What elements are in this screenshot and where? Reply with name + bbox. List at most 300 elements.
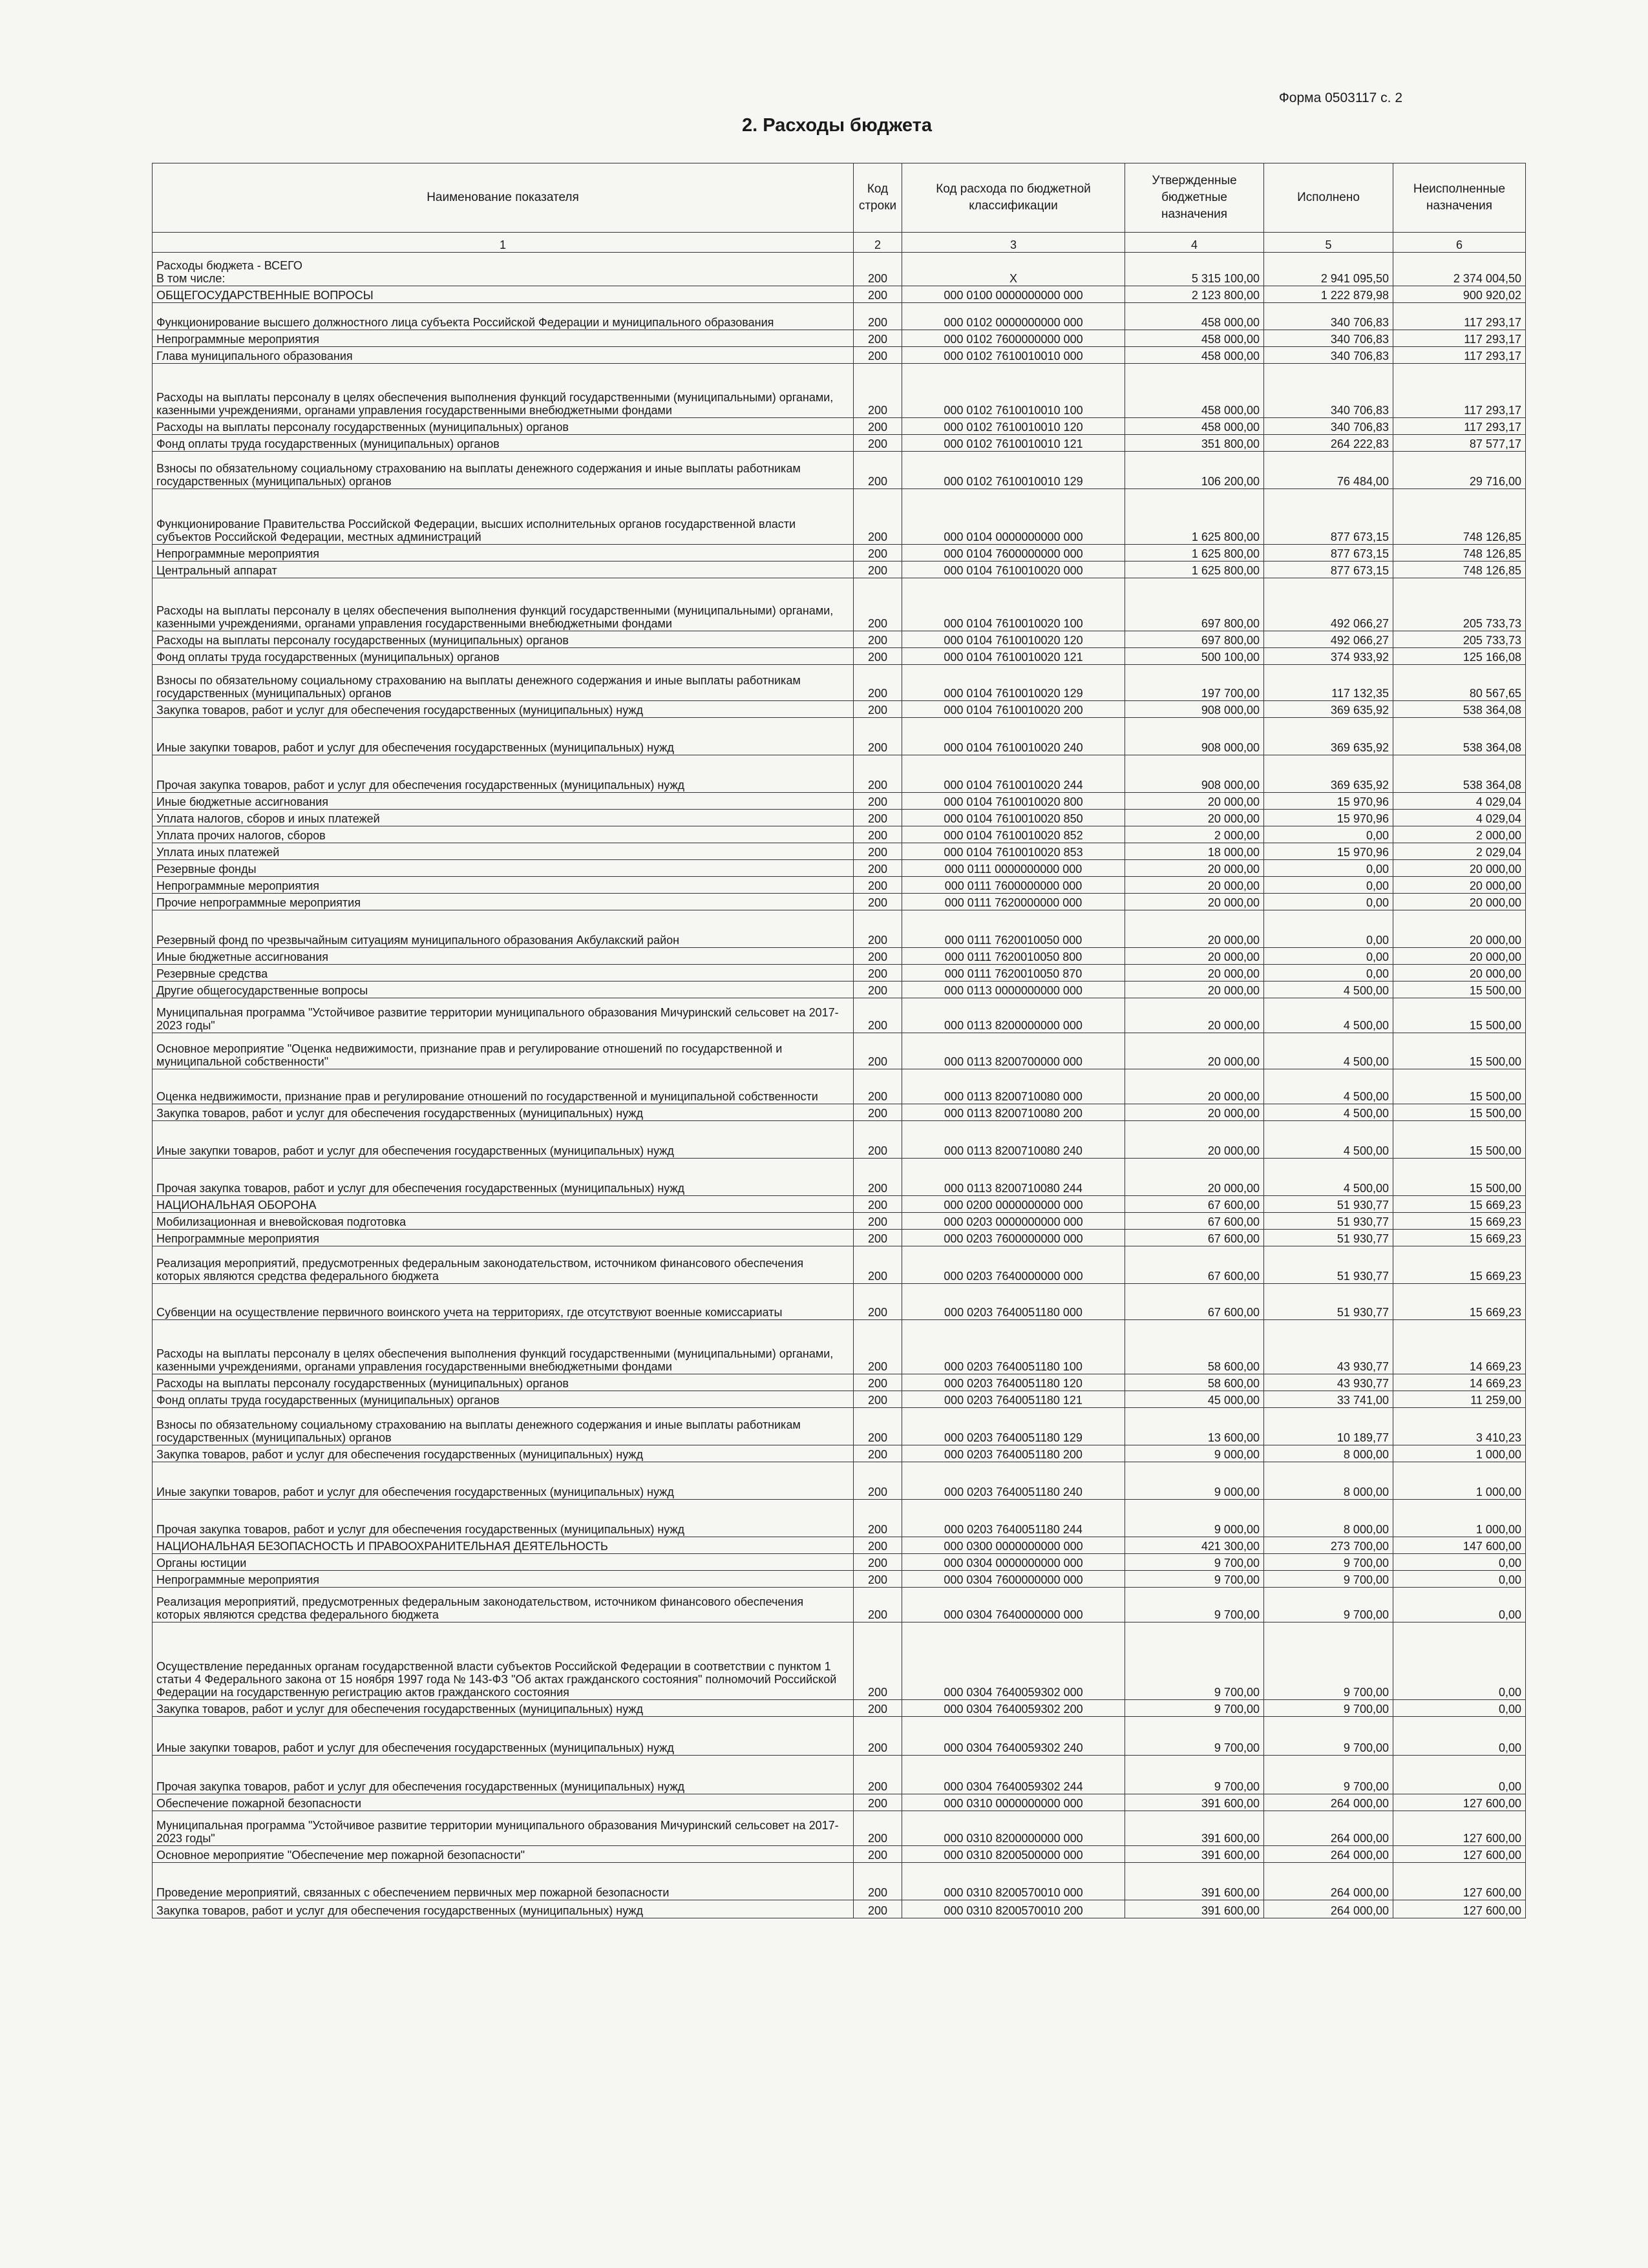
column-number-row (153, 233, 1526, 253)
row-approved: 197 700,00 (1125, 665, 1264, 701)
table-row (153, 894, 1526, 910)
row-executed: 4 500,00 (1264, 1069, 1393, 1104)
row-budget-code: 000 0304 7640059302 200 (902, 1700, 1125, 1717)
row-budget-code: 000 0200 0000000000 000 (902, 1196, 1125, 1213)
table-row (153, 1408, 1526, 1445)
row-approved: 45 000,00 (1125, 1391, 1264, 1408)
row-approved: 9 000,00 (1125, 1462, 1264, 1500)
including-label: В том числе: (156, 272, 226, 285)
row-approved: 908 000,00 (1125, 701, 1264, 718)
row-budget-code: 000 0113 8200710080 240 (902, 1121, 1125, 1159)
row-unexecuted: 125 166,08 (1393, 648, 1526, 665)
row-approved: 9 700,00 (1125, 1571, 1264, 1588)
row-line-code: 200 (854, 793, 902, 810)
row-approved: 67 600,00 (1125, 1196, 1264, 1213)
row-unexecuted: 4 029,04 (1393, 810, 1526, 826)
row-budget-code: 000 0111 7620010050 870 (902, 965, 1125, 982)
row-unexecuted: 748 126,85 (1393, 545, 1526, 562)
table-row (153, 1622, 1526, 1700)
row-line-code: 200 (854, 755, 902, 793)
row-unexecuted: 117 293,17 (1393, 330, 1526, 347)
row-name: Непрограммные мероприятия (153, 1571, 854, 1588)
row-approved: 1 625 800,00 (1125, 562, 1264, 578)
row-unexecuted: 15 500,00 (1393, 998, 1526, 1033)
row-unexecuted: 117 293,17 (1393, 347, 1526, 364)
table-row (153, 1537, 1526, 1554)
row-line-code: 200 (854, 1700, 902, 1717)
row-unexecuted: 15 500,00 (1393, 1159, 1526, 1196)
table-row (153, 1588, 1526, 1622)
row-name: НАЦИОНАЛЬНАЯ БЕЗОПАСНОСТЬ И ПРАВООХРАНИТЕЛЬНАЯ ДЕЯТЕЛЬНОСТЬ (153, 1537, 854, 1554)
row-budget-code: 000 0113 8200710080 244 (902, 1159, 1125, 1196)
row-line-code: 200 (854, 364, 902, 418)
table-row (153, 793, 1526, 810)
row-unexecuted: 15 669,23 (1393, 1213, 1526, 1230)
row-unexecuted: 80 567,65 (1393, 665, 1526, 701)
row-approved: 58 600,00 (1125, 1374, 1264, 1391)
row-unexecuted: 20 000,00 (1393, 910, 1526, 948)
row-executed: 1 222 879,98 (1264, 286, 1393, 303)
row-line-code: 200 (854, 982, 902, 998)
row-line-code: 200 (854, 1462, 902, 1500)
row-line-code: 200 (854, 286, 902, 303)
row-line-code: 200 (854, 1246, 902, 1284)
row-line-code: 200 (854, 1391, 902, 1408)
row-name: Прочая закупка товаров, работ и услуг для обеспечения государственных (муниципальных) нужд (153, 755, 854, 793)
row-name: Резервный фонд по чрезвычайным ситуациям муниципального образования Акбулакский район (153, 910, 854, 948)
row-executed: 340 706,83 (1264, 418, 1393, 435)
row-unexecuted: 29 716,00 (1393, 452, 1526, 489)
table-row (153, 631, 1526, 648)
row-approved: 2 000,00 (1125, 826, 1264, 843)
row-unexecuted: 20 000,00 (1393, 894, 1526, 910)
row-budget-code: 000 0102 7610010010 100 (902, 364, 1125, 418)
row-approved: 20 000,00 (1125, 910, 1264, 948)
row-line-code: 200 (854, 1537, 902, 1554)
row-budget-code: 000 0104 7610010020 129 (902, 665, 1125, 701)
row-unexecuted: 117 293,17 (1393, 303, 1526, 330)
row-name: Резервные средства (153, 965, 854, 982)
row-budget-code: 000 0102 7600000000 000 (902, 330, 1125, 347)
row-executed: 264 000,00 (1264, 1794, 1393, 1811)
row-line-code: 200 (854, 1033, 902, 1069)
table-row (153, 452, 1526, 489)
row-name: Закупка товаров, работ и услуг для обеспечения государственных (муниципальных) нужд (153, 701, 854, 718)
row-approved: 391 600,00 (1125, 1863, 1264, 1900)
row-budget-code: 000 0113 8200700000 000 (902, 1033, 1125, 1069)
row-executed: 117 132,35 (1264, 665, 1393, 701)
table-row (153, 755, 1526, 793)
row-approved: 9 700,00 (1125, 1554, 1264, 1571)
table-row (153, 1811, 1526, 1846)
row-line-code: 200 (854, 347, 902, 364)
row-name: Фонд оплаты труда государственных (муниципальных) органов (153, 648, 854, 665)
row-unexecuted: 147 600,00 (1393, 1537, 1526, 1554)
row-executed: 4 500,00 (1264, 1121, 1393, 1159)
row-name: Иные закупки товаров, работ и услуг для обеспечения государственных (муниципальных) нужд (153, 1121, 854, 1159)
row-unexecuted: 1 000,00 (1393, 1445, 1526, 1462)
row-approved: 5 315 100,00 (1125, 253, 1264, 286)
row-approved: 391 600,00 (1125, 1846, 1264, 1863)
row-budget-code: 000 0304 7640000000 000 (902, 1588, 1125, 1622)
table-row (153, 1846, 1526, 1863)
row-executed: 0,00 (1264, 860, 1393, 877)
row-executed: 340 706,83 (1264, 303, 1393, 330)
row-approved: 9 700,00 (1125, 1700, 1264, 1717)
row-name: Закупка товаров, работ и услуг для обеспечения государственных (муниципальных) нужд (153, 1900, 854, 1918)
row-approved: 67 600,00 (1125, 1213, 1264, 1230)
row-unexecuted: 15 500,00 (1393, 1104, 1526, 1121)
row-budget-code: 000 0104 7610010020 120 (902, 631, 1125, 648)
row-name: Проведение мероприятий, связанных с обеспечением первичных мер пожарной безопасности (153, 1863, 854, 1900)
table-row (153, 860, 1526, 877)
row-executed: 43 930,77 (1264, 1320, 1393, 1374)
table-row (153, 1033, 1526, 1069)
row-executed: 369 635,92 (1264, 701, 1393, 718)
row-budget-code: 000 0113 8200710080 200 (902, 1104, 1125, 1121)
table-row (153, 578, 1526, 631)
row-executed: 340 706,83 (1264, 330, 1393, 347)
row-name: Прочая закупка товаров, работ и услуг для обеспечения государственных (муниципальных) нужд (153, 1500, 854, 1537)
row-approved: 458 000,00 (1125, 303, 1264, 330)
table-row (153, 1284, 1526, 1320)
row-approved: 2 123 800,00 (1125, 286, 1264, 303)
row-line-code: 200 (854, 1622, 902, 1700)
row-approved: 908 000,00 (1125, 755, 1264, 793)
row-budget-code: 000 0203 0000000000 000 (902, 1213, 1125, 1230)
row-line-code: 200 (854, 1571, 902, 1588)
row-executed: 264 000,00 (1264, 1863, 1393, 1900)
row-budget-code: 000 0304 7640059302 240 (902, 1717, 1125, 1756)
row-name: Уплата иных платежей (153, 843, 854, 860)
row-approved: 20 000,00 (1125, 1069, 1264, 1104)
row-line-code: 200 (854, 648, 902, 665)
row-unexecuted: 20 000,00 (1393, 860, 1526, 877)
row-line-code: 200 (854, 1900, 902, 1918)
row-name: Осуществление переданных органам государственной власти субъектов Российской Федерации в соответствии с пунктом 1 статьи 4 Федерального закона от 15 ноября 1997 года № 143-ФЗ "Об актах гражданского состояния" полномочий Российской Федерации на государственную регистрацию актов гражданского состояния (153, 1622, 854, 1700)
table-row (153, 998, 1526, 1033)
row-line-code: 200 (854, 701, 902, 718)
table-row (153, 1246, 1526, 1284)
row-executed: 76 484,00 (1264, 452, 1393, 489)
row-line-code: 200 (854, 1121, 902, 1159)
row-unexecuted: 15 669,23 (1393, 1284, 1526, 1320)
row-budget-code: 000 0104 7610010020 800 (902, 793, 1125, 810)
table-row (153, 1320, 1526, 1374)
row-line-code: 200 (854, 894, 902, 910)
row-executed: 51 930,77 (1264, 1230, 1393, 1246)
row-executed: 4 500,00 (1264, 982, 1393, 998)
form-code: Форма 0503117 с. 2 (1278, 90, 1402, 105)
row-line-code: 200 (854, 1196, 902, 1213)
row-approved: 458 000,00 (1125, 347, 1264, 364)
table-row (153, 1571, 1526, 1588)
row-executed: 492 066,27 (1264, 578, 1393, 631)
row-approved: 9 700,00 (1125, 1717, 1264, 1756)
table-row (153, 1900, 1526, 1918)
row-line-code: 200 (854, 562, 902, 578)
row-name: Основное мероприятие "Оценка недвижимости, признание прав и регулирование отношений по государственной и муниципальной собственности" (153, 1033, 854, 1069)
row-executed: 2 941 095,50 (1264, 253, 1393, 286)
row-name: Непрограммные мероприятия (153, 877, 854, 894)
row-name: Реализация мероприятий, предусмотренных федеральным законодательством, источником финансового обеспечения которых являются средства федерального бюджета (153, 1246, 854, 1284)
table-row (153, 1391, 1526, 1408)
row-budget-code: 000 0113 0000000000 000 (902, 982, 1125, 998)
row-approved: 908 000,00 (1125, 718, 1264, 755)
row-line-code: 200 (854, 1320, 902, 1374)
row-name: Непрограммные мероприятия (153, 545, 854, 562)
row-budget-code: 000 0102 7610010010 000 (902, 347, 1125, 364)
table-row (153, 562, 1526, 578)
table-row (153, 948, 1526, 965)
row-approved: 458 000,00 (1125, 330, 1264, 347)
row-budget-code: 000 0310 8200570010 200 (902, 1900, 1125, 1918)
col-header-budget-code: Код расхода по бюджетной классификации (902, 163, 1125, 233)
row-name: Закупка товаров, работ и услуг для обеспечения государственных (муниципальных) нужд (153, 1445, 854, 1462)
row-executed: 877 673,15 (1264, 489, 1393, 545)
row-budget-code: 000 0104 7600000000 000 (902, 545, 1125, 562)
row-budget-code: 000 0104 7610010020 000 (902, 562, 1125, 578)
row-name: Прочие непрограммные мероприятия (153, 894, 854, 910)
row-approved: 1 625 800,00 (1125, 545, 1264, 562)
row-budget-code: 000 0203 7600000000 000 (902, 1230, 1125, 1246)
row-budget-code: 000 0203 7640051180 121 (902, 1391, 1125, 1408)
row-budget-code: X (902, 253, 1125, 286)
row-name: Расходы на выплаты персоналу государственных (муниципальных) органов (153, 631, 854, 648)
row-line-code: 200 (854, 489, 902, 545)
row-budget-code: 000 0104 7610010020 121 (902, 648, 1125, 665)
row-executed: 51 930,77 (1264, 1213, 1393, 1230)
row-executed: 4 500,00 (1264, 1104, 1393, 1121)
row-name: Расходы на выплаты персоналу государственных (муниципальных) органов (153, 418, 854, 435)
row-budget-code: 000 0203 7640051180 000 (902, 1284, 1125, 1320)
table-row (153, 701, 1526, 718)
row-unexecuted: 205 733,73 (1393, 631, 1526, 648)
row-name: Расходы на выплаты персоналу в целях обеспечения выполнения функций государственными (муниципальными) органами, казенными учреждениями, органами управления государственными внебюджетными фондами (153, 578, 854, 631)
row-line-code: 200 (854, 1445, 902, 1462)
row-executed: 9 700,00 (1264, 1571, 1393, 1588)
col-number: 4 (1125, 233, 1264, 253)
row-unexecuted: 748 126,85 (1393, 489, 1526, 545)
row-line-code: 200 (854, 253, 902, 286)
row-budget-code: 000 0102 0000000000 000 (902, 303, 1125, 330)
row-line-code: 200 (854, 631, 902, 648)
row-line-code: 200 (854, 998, 902, 1033)
table-row (153, 489, 1526, 545)
row-executed: 10 189,77 (1264, 1408, 1393, 1445)
row-executed: 33 741,00 (1264, 1391, 1393, 1408)
row-approved: 20 000,00 (1125, 1033, 1264, 1069)
row-executed: 51 930,77 (1264, 1284, 1393, 1320)
row-approved: 106 200,00 (1125, 452, 1264, 489)
row-approved: 9 700,00 (1125, 1622, 1264, 1700)
row-budget-code: 000 0104 7610010020 200 (902, 701, 1125, 718)
row-line-code: 200 (854, 1213, 902, 1230)
col-number: 5 (1264, 233, 1393, 253)
row-line-code: 200 (854, 1374, 902, 1391)
row-unexecuted: 15 669,23 (1393, 1230, 1526, 1246)
row-approved: 18 000,00 (1125, 843, 1264, 860)
row-line-code: 200 (854, 1717, 902, 1756)
row-approved: 67 600,00 (1125, 1284, 1264, 1320)
row-name: Муниципальная программа "Устойчивое развитие территории муниципального образования Мичуринский сельсовет на 2017-2023 годы" (153, 998, 854, 1033)
row-name: Закупка товаров, работ и услуг для обеспечения государственных (муниципальных) нужд (153, 1700, 854, 1717)
row-budget-code: 000 0104 0000000000 000 (902, 489, 1125, 545)
row-approved: 421 300,00 (1125, 1537, 1264, 1554)
row-budget-code: 000 0111 7620010050 800 (902, 948, 1125, 965)
row-executed: 4 500,00 (1264, 998, 1393, 1033)
row-name: Органы юстиции (153, 1554, 854, 1571)
row-executed: 51 930,77 (1264, 1196, 1393, 1213)
row-budget-code: 000 0104 7610010020 852 (902, 826, 1125, 843)
row-approved: 20 000,00 (1125, 1104, 1264, 1121)
row-approved: 67 600,00 (1125, 1230, 1264, 1246)
row-executed: 369 635,92 (1264, 718, 1393, 755)
row-executed: 492 066,27 (1264, 631, 1393, 648)
row-budget-code: 000 0111 0000000000 000 (902, 860, 1125, 877)
row-line-code: 200 (854, 1588, 902, 1622)
table-row (153, 1500, 1526, 1537)
row-line-code: 200 (854, 1230, 902, 1246)
row-line-code: 200 (854, 418, 902, 435)
row-approved: 20 000,00 (1125, 982, 1264, 998)
row-unexecuted: 2 374 004,50 (1393, 253, 1526, 286)
row-executed: 0,00 (1264, 948, 1393, 965)
row-line-code: 200 (854, 578, 902, 631)
table-row (153, 418, 1526, 435)
row-line-code: 200 (854, 545, 902, 562)
table-row (153, 303, 1526, 330)
row-executed: 51 930,77 (1264, 1246, 1393, 1284)
row-name: ОБЩЕГОСУДАРСТВЕННЫЕ ВОПРОСЫ (153, 286, 854, 303)
row-name: Прочая закупка товаров, работ и услуг для обеспечения государственных (муниципальных) нужд (153, 1159, 854, 1196)
row-executed: 9 700,00 (1264, 1588, 1393, 1622)
row-line-code: 200 (854, 1846, 902, 1863)
row-approved: 13 600,00 (1125, 1408, 1264, 1445)
row-unexecuted: 15 669,23 (1393, 1246, 1526, 1284)
table-row (153, 1121, 1526, 1159)
row-line-code: 200 (854, 665, 902, 701)
table-row (153, 1554, 1526, 1571)
row-executed: 264 000,00 (1264, 1846, 1393, 1863)
row-line-code: 200 (854, 1104, 902, 1121)
row-unexecuted: 127 600,00 (1393, 1794, 1526, 1811)
row-unexecuted: 14 669,23 (1393, 1320, 1526, 1374)
row-executed: 0,00 (1264, 910, 1393, 948)
table-row (153, 435, 1526, 452)
row-executed: 15 970,96 (1264, 793, 1393, 810)
row-executed: 43 930,77 (1264, 1374, 1393, 1391)
row-name: Функционирование Правительства Российской Федерации, высших исполнительных органов государственной власти субъектов Российской Федерации, местных администраций (153, 489, 854, 545)
row-name: НАЦИОНАЛЬНАЯ ОБОРОНА (153, 1196, 854, 1213)
row-approved: 20 000,00 (1125, 877, 1264, 894)
row-line-code: 200 (854, 1500, 902, 1537)
row-unexecuted: 127 600,00 (1393, 1811, 1526, 1846)
row-executed: 369 635,92 (1264, 755, 1393, 793)
row-line-code: 200 (854, 1069, 902, 1104)
row-budget-code: 000 0104 7610010020 853 (902, 843, 1125, 860)
row-executed: 264 000,00 (1264, 1811, 1393, 1846)
table-row (153, 1159, 1526, 1196)
row-approved: 20 000,00 (1125, 1159, 1264, 1196)
row-unexecuted: 748 126,85 (1393, 562, 1526, 578)
row-unexecuted: 538 364,08 (1393, 701, 1526, 718)
table-row (153, 545, 1526, 562)
expenses-table (152, 163, 1526, 1918)
row-line-code: 200 (854, 1863, 902, 1900)
row-name (153, 253, 854, 286)
table-row (153, 1213, 1526, 1230)
row-budget-code: 000 0203 7640051180 120 (902, 1374, 1125, 1391)
row-approved: 351 800,00 (1125, 435, 1264, 452)
row-unexecuted: 205 733,73 (1393, 578, 1526, 631)
row-unexecuted: 1 000,00 (1393, 1462, 1526, 1500)
row-name: Иные закупки товаров, работ и услуг для обеспечения государственных (муниципальных) нужд (153, 1462, 854, 1500)
row-executed: 340 706,83 (1264, 347, 1393, 364)
row-name: Иные закупки товаров, работ и услуг для обеспечения государственных (муниципальных) нужд (153, 1717, 854, 1756)
row-budget-code: 000 0310 0000000000 000 (902, 1794, 1125, 1811)
table-row (153, 718, 1526, 755)
row-name: Основное мероприятие "Обеспечение мер пожарной безопасности" (153, 1846, 854, 1863)
row-unexecuted: 0,00 (1393, 1571, 1526, 1588)
row-line-code: 200 (854, 452, 902, 489)
table-row (153, 810, 1526, 826)
row-approved: 58 600,00 (1125, 1320, 1264, 1374)
row-name: Взносы по обязательному социальному страхованию на выплаты денежного содержания и иные выплаты работникам государственных (муниципальных) органов (153, 1408, 854, 1445)
row-budget-code: 000 0310 8200500000 000 (902, 1846, 1125, 1863)
table-row (153, 1700, 1526, 1717)
row-budget-code: 000 0100 0000000000 000 (902, 286, 1125, 303)
table-row (153, 1756, 1526, 1794)
row-unexecuted: 15 500,00 (1393, 1121, 1526, 1159)
row-unexecuted: 3 410,23 (1393, 1408, 1526, 1445)
row-unexecuted: 15 669,23 (1393, 1196, 1526, 1213)
row-unexecuted: 538 364,08 (1393, 718, 1526, 755)
row-name: Реализация мероприятий, предусмотренных федеральным законодательством, источником финансового обеспечения которых являются средства федерального бюджета (153, 1588, 854, 1622)
row-name: Расходы на выплаты персоналу в целях обеспечения выполнения функций государственными (муниципальными) органами, казенными учреждениями, органами управления государственными внебюджетными фондами (153, 364, 854, 418)
row-name: Непрограммные мероприятия (153, 330, 854, 347)
row-executed: 0,00 (1264, 894, 1393, 910)
row-name: Взносы по обязательному социальному страхованию на выплаты денежного содержания и иные выплаты работникам государственных (муниципальных) органов (153, 665, 854, 701)
row-approved: 391 600,00 (1125, 1811, 1264, 1846)
row-budget-code: 000 0203 7640051180 129 (902, 1408, 1125, 1445)
col-number: 6 (1393, 233, 1526, 253)
row-unexecuted: 15 500,00 (1393, 1069, 1526, 1104)
row-name: Другие общегосударственные вопросы (153, 982, 854, 998)
row-name: Расходы на выплаты персоналу в целях обеспечения выполнения функций государственными (муниципальными) органами, казенными учреждениями, органами управления государственными внебюджетными фондами (153, 1320, 854, 1374)
row-name: Глава муниципального образования (153, 347, 854, 364)
row-unexecuted: 14 669,23 (1393, 1374, 1526, 1391)
row-unexecuted: 538 364,08 (1393, 755, 1526, 793)
row-budget-code: 000 0111 7600000000 000 (902, 877, 1125, 894)
row-line-code: 200 (854, 303, 902, 330)
row-line-code: 200 (854, 810, 902, 826)
row-executed: 15 970,96 (1264, 810, 1393, 826)
row-executed: 0,00 (1264, 826, 1393, 843)
row-budget-code: 000 0310 8200570010 000 (902, 1863, 1125, 1900)
row-name: Мобилизационная и вневойсковая подготовка (153, 1213, 854, 1230)
row-executed: 273 700,00 (1264, 1537, 1393, 1554)
total-label: Расходы бюджета - ВСЕГО (156, 259, 302, 272)
row-unexecuted: 2 000,00 (1393, 826, 1526, 843)
row-unexecuted: 0,00 (1393, 1700, 1526, 1717)
row-name: Взносы по обязательному социальному страхованию на выплаты денежного содержания и иные выплаты работникам государственных (муниципальных) органов (153, 452, 854, 489)
table-row (153, 910, 1526, 948)
col-header-unexecuted: Неисполненные назначения (1393, 163, 1526, 233)
row-approved: 67 600,00 (1125, 1246, 1264, 1284)
row-unexecuted: 0,00 (1393, 1756, 1526, 1794)
table-row (153, 1104, 1526, 1121)
